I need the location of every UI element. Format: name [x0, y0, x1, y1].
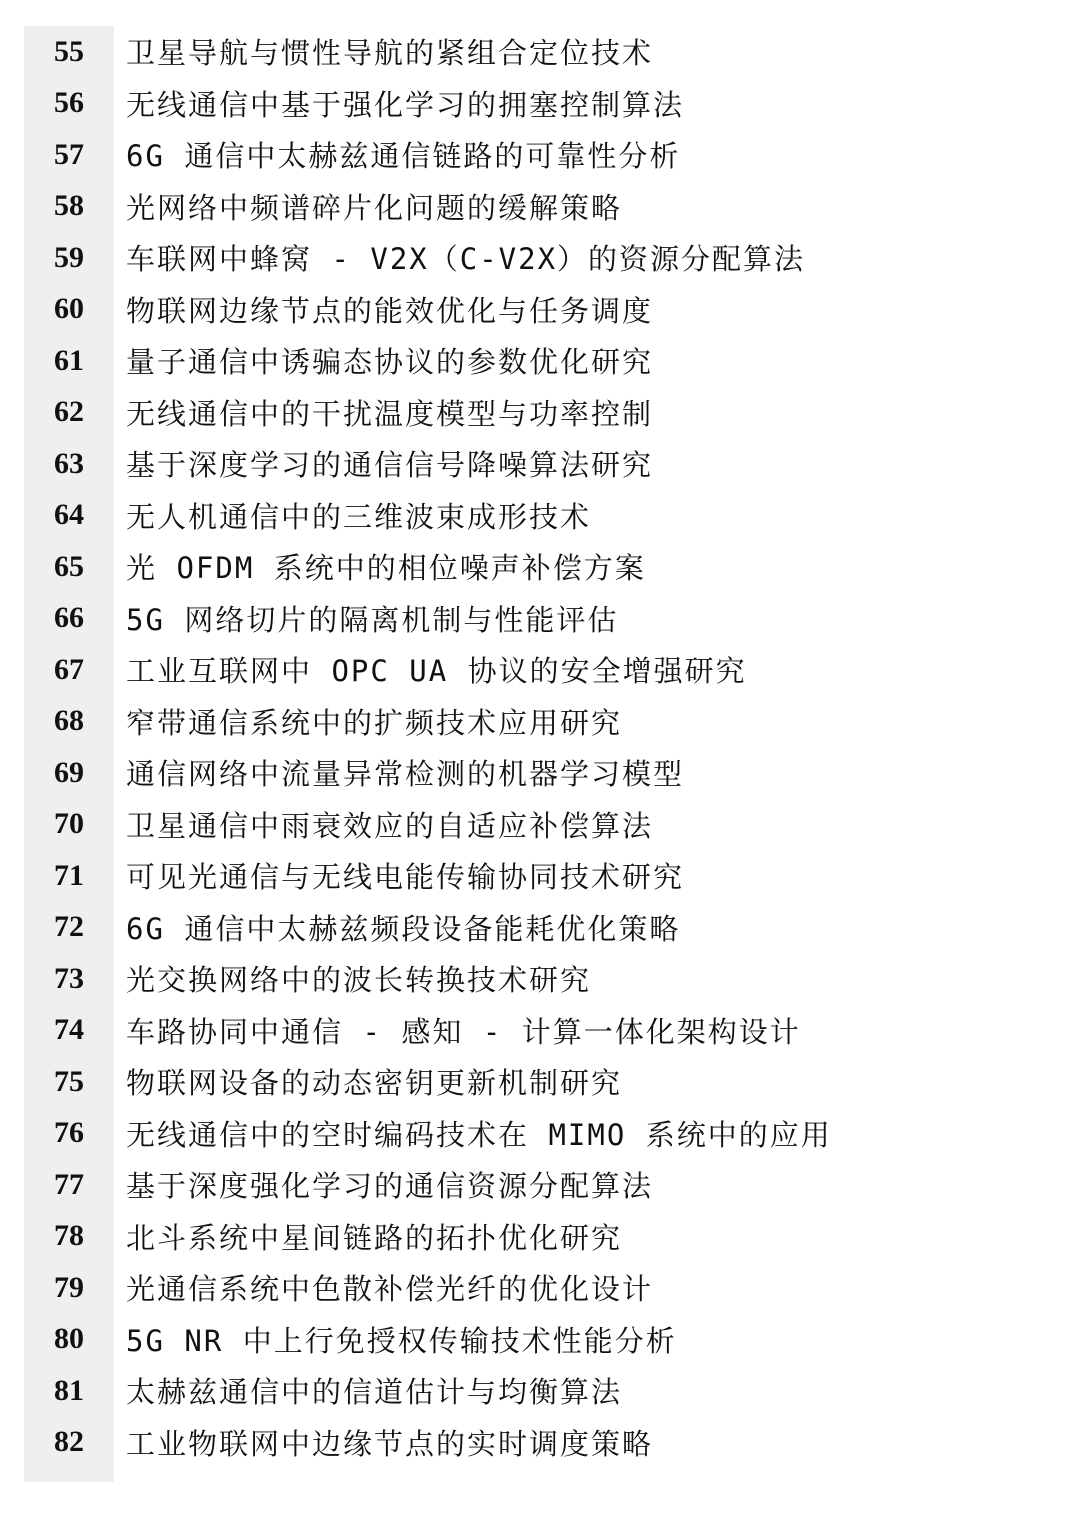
- item-title: 光通信系统中色散补偿光纤的优化设计: [126, 1272, 654, 1307]
- item-title: 无线通信中基于强化学习的拥塞控制算法: [126, 87, 685, 122]
- item-title: 无线通信中的干扰温度模型与功率控制: [126, 396, 654, 431]
- list-item: [24, 902, 1064, 954]
- item-title: 5G NR 中上行免授权传输技术性能分析: [126, 1323, 677, 1358]
- item-title: 5G 网络切片的隔离机制与性能评估: [126, 602, 619, 637]
- item-title: 6G 通信中太赫兹频段设备能耗优化策略: [126, 911, 681, 946]
- list-item: [24, 1211, 1064, 1263]
- topic-list: [24, 26, 1064, 1482]
- item-title: 基于深度学习的通信信号降噪算法研究: [126, 448, 654, 483]
- item-title: 通信网络中流量异常检测的机器学习模型: [126, 757, 685, 792]
- list-item: [24, 953, 1064, 1005]
- list-item: [24, 232, 1064, 284]
- list-item: [24, 387, 1064, 439]
- list-item: [24, 181, 1064, 233]
- item-number: 80: [24, 1314, 114, 1366]
- item-title: 北斗系统中星间链路的拓扑优化研究: [126, 1220, 623, 1255]
- item-number: 67: [24, 644, 114, 696]
- item-number: 71: [24, 850, 114, 902]
- list-item: [24, 644, 1064, 696]
- item-number: 82: [24, 1417, 114, 1469]
- list-item: [24, 541, 1064, 593]
- item-number: 59: [24, 232, 114, 284]
- item-title: 光网络中频谱碎片化问题的缓解策略: [126, 190, 623, 225]
- list-item: [24, 490, 1064, 542]
- item-number: 81: [24, 1365, 114, 1417]
- item-number: 72: [24, 902, 114, 954]
- list-item: [24, 1005, 1064, 1057]
- item-number: 63: [24, 438, 114, 490]
- item-number: 74: [24, 1005, 114, 1057]
- list-item: [24, 696, 1064, 748]
- item-title: 6G 通信中太赫兹通信链路的可靠性分析: [126, 139, 681, 174]
- item-number: 77: [24, 1159, 114, 1211]
- item-title: 无人机通信中的三维波束成形技术: [126, 499, 592, 534]
- item-number: 56: [24, 78, 114, 130]
- item-number: 60: [24, 284, 114, 336]
- item-title: 卫星导航与惯性导航的紧组合定位技术: [126, 36, 654, 71]
- list-item: [24, 26, 1064, 78]
- item-title: 光交换网络中的波长转换技术研究: [126, 963, 592, 998]
- list-item: [24, 1262, 1064, 1314]
- item-number: 78: [24, 1211, 114, 1263]
- list-item: [24, 335, 1064, 387]
- list-item: [24, 799, 1064, 851]
- item-title: 物联网边缘节点的能效优化与任务调度: [126, 293, 654, 328]
- item-title: 物联网设备的动态密钥更新机制研究: [126, 1066, 623, 1101]
- item-number: 62: [24, 387, 114, 439]
- list-item: [24, 129, 1064, 181]
- item-number: 55: [24, 26, 114, 78]
- item-number: 64: [24, 490, 114, 542]
- item-title: 光 OFDM 系统中的相位噪声补偿方案: [126, 551, 646, 586]
- list-item: [24, 1314, 1064, 1366]
- item-title: 太赫兹通信中的信道估计与均衡算法: [126, 1375, 623, 1410]
- item-number: 73: [24, 953, 114, 1005]
- item-title: 车路协同中通信 - 感知 - 计算一体化架构设计: [126, 1014, 801, 1049]
- list-item: [24, 1417, 1064, 1469]
- item-title: 工业互联网中 OPC UA 协议的安全增强研究: [126, 654, 747, 689]
- item-number: 61: [24, 335, 114, 387]
- list-item: [24, 1056, 1064, 1108]
- item-number: 57: [24, 129, 114, 181]
- item-number: 75: [24, 1056, 114, 1108]
- item-number: 66: [24, 593, 114, 645]
- list-item: [24, 438, 1064, 490]
- item-number: 68: [24, 696, 114, 748]
- list-item: [24, 747, 1064, 799]
- list-item: [24, 284, 1064, 336]
- item-title: 工业物联网中边缘节点的实时调度策略: [126, 1426, 654, 1461]
- number-column-footer: [24, 1468, 114, 1482]
- item-number: 69: [24, 747, 114, 799]
- list-item: [24, 78, 1064, 130]
- list-item: [24, 1159, 1064, 1211]
- list-item: [24, 850, 1064, 902]
- item-title: 卫星通信中雨衰效应的自适应补偿算法: [126, 808, 654, 843]
- item-title: 车联网中蜂窝 - V2X（C-V2X）的资源分配算法: [126, 242, 806, 277]
- item-title: 量子通信中诱骗态协议的参数优化研究: [126, 345, 654, 380]
- item-number: 79: [24, 1262, 114, 1314]
- list-item: [24, 593, 1064, 645]
- item-number: 65: [24, 541, 114, 593]
- item-title: 基于深度强化学习的通信资源分配算法: [126, 1169, 654, 1204]
- item-title: 无线通信中的空时编码技术在 MIMO 系统中的应用: [126, 1117, 832, 1152]
- list-item: [24, 1108, 1064, 1160]
- item-title: 可见光通信与无线电能传输协同技术研究: [126, 860, 685, 895]
- item-title: 窄带通信系统中的扩频技术应用研究: [126, 705, 623, 740]
- item-number: 70: [24, 799, 114, 851]
- item-number: 76: [24, 1108, 114, 1160]
- item-number: 58: [24, 181, 114, 233]
- list-item: [24, 1365, 1064, 1417]
